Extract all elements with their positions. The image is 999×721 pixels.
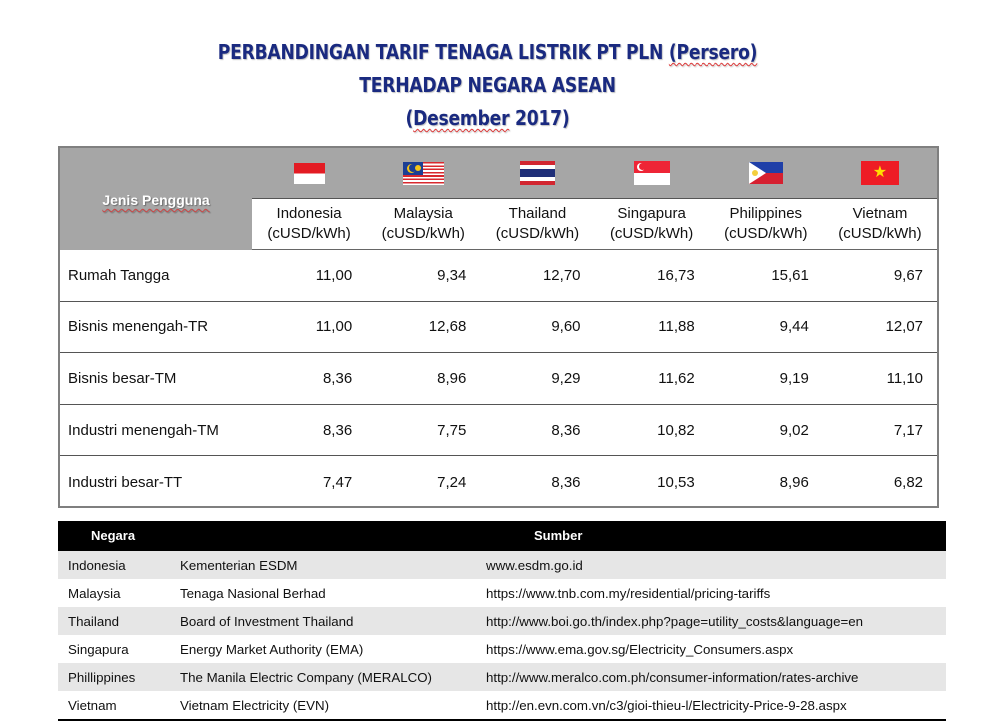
cell-malaysia: 9,34 [437,266,467,284]
paren-open: ( [405,106,414,130]
source-url: http://www.meralco.com.ph/consumer-information/rates-archive [486,669,859,685]
cell-singapore: 11,88 [658,318,695,336]
country-name: Indonesia [276,205,342,222]
cell-vietnam: 7,17 [893,421,924,439]
row-label: Bisnis menengah-TR [68,318,209,336]
title-month: Desember [413,106,510,130]
cell-malaysia: 8,96 [437,369,467,387]
sources-table [58,521,946,721]
source-url: http://en.evn.com.vn/c3/gioi-thieu-l/Electricity-Price-9-28.aspx [486,697,847,713]
table-row [60,353,937,405]
table-row [60,456,937,508]
cell-thailand: 8,36 [551,421,581,439]
unit-label: (cUSD/kWh) [838,225,922,242]
cell-vietnam: 11,10 [886,369,924,387]
unit-label: (cUSD/kWh) [609,225,694,242]
source-row [58,663,946,691]
table-row [60,405,937,457]
country-name: Singapura [617,205,686,222]
source-row [58,691,946,719]
flag-malaysia-icon [403,162,444,185]
title-persero: (Persero) [668,40,758,64]
cell-thailand: 9,60 [551,318,581,336]
title-line-2: TERHADAP NEGARA ASEAN [359,73,616,97]
cell-vietnam: 6,82 [893,473,924,491]
tariff-comparison-table [58,146,939,508]
source-organization: Vietnam Electricity (EVN) [180,697,330,713]
cell-philippines: 9,19 [779,369,809,387]
table-row [60,302,937,354]
cell-thailand: 9,29 [551,369,581,387]
flag-singapore-icon [634,161,670,185]
source-row [58,579,946,607]
flag-cell-singapore [595,148,709,198]
sources-body [58,551,946,719]
cell-indonesia: 8,36 [322,369,353,387]
source-url: https://www.ema.gov.sg/Electricity_Consumers.aspx [486,641,794,657]
row-label: Industri besar-TT [68,473,183,491]
header-negara: Negara [91,528,136,543]
tariff-rows [60,250,937,508]
cell-indonesia: 8,36 [322,421,353,439]
cell-singapore: 16,73 [657,266,695,284]
sources-header [58,521,946,551]
source-organization: Board of Investment Thailand [180,613,354,629]
cell-singapore: 10,82 [657,421,695,439]
country-name: Malaysia [393,205,453,222]
title-line-3 [68,102,907,135]
cell-philippines: 15,61 [771,266,809,284]
row-header-cell [60,148,252,250]
source-country: Singapura [68,641,129,657]
source-row [58,607,946,635]
document-title [0,36,975,135]
cell-philippines: 8,96 [779,473,809,491]
flag-cell-vietnam [823,148,937,198]
cell-malaysia: 12,68 [428,318,467,336]
cell-malaysia: 7,24 [437,473,467,491]
source-country: Vietnam [68,697,117,713]
column-header-thailand [480,199,594,249]
cell-singapore: 11,62 [658,369,695,387]
source-row [58,635,946,663]
column-header-singapore [595,199,709,249]
row-label: Industri menengah-TM [68,421,219,439]
country-name: Philippines [729,205,803,222]
column-header-indonesia [252,199,366,249]
cell-indonesia: 11,00 [315,318,353,336]
cell-indonesia: 11,00 [315,266,353,284]
flag-thailand-icon [520,161,555,185]
row-header-label: Jenis Pengguna [102,192,210,208]
cell-malaysia: 7,75 [437,421,467,439]
flag-cell-thailand [480,148,594,198]
column-header-vietnam [823,199,937,249]
title-year: 2017) [509,106,570,130]
source-row [58,551,946,579]
cell-singapore: 10,53 [657,473,695,491]
cell-philippines: 9,44 [779,318,809,336]
unit-label: (cUSD/kWh) [381,225,465,242]
header-sumber: Sumber [534,528,583,543]
source-country: Indonesia [68,557,126,573]
unit-label: (cUSD/kWh) [495,225,580,242]
flag-row [252,148,937,198]
cell-thailand: 8,36 [551,473,581,491]
flag-cell-indonesia [252,148,366,198]
country-name: Vietnam [852,205,908,222]
source-country: Malaysia [68,585,121,601]
source-organization: Energy Market Authority (EMA) [180,641,364,657]
unit-label: (cUSD/kWh) [724,225,808,242]
cell-thailand: 12,70 [542,266,581,284]
country-name: Thailand [508,205,567,222]
flag-cell-malaysia [366,148,480,198]
cell-vietnam: 9,67 [893,266,924,284]
title-text: PERBANDINGAN TARIF TENAGA LISTRIK PT PLN [217,40,669,64]
source-country: Thailand [68,613,120,629]
cell-philippines: 9,02 [779,421,809,439]
column-header-philippines [709,199,823,249]
source-organization: The Manila Electric Company (MERALCO) [180,669,432,685]
row-label: Rumah Tangga [68,266,170,284]
flag-indonesia-icon [294,163,325,184]
source-organization: Kementerian ESDM [180,557,298,573]
source-url: http://www.boi.go.th/index.php?page=utility_costs&language=en [486,613,864,629]
source-url: https://www.tnb.com.my/residential/pricing-tariffs [486,585,771,601]
source-url: www.esdm.go.id [486,557,583,573]
flag-vietnam-icon: ★ [861,161,899,185]
flag-philippines-icon [749,162,783,184]
column-header-malaysia [366,199,480,249]
source-organization: Tenaga Nasional Berhad [180,585,326,601]
title-line-1 [68,36,907,69]
source-country: Phillippines [68,669,136,685]
cell-indonesia: 7,47 [322,473,353,491]
unit-label: (cUSD/kWh) [267,225,351,242]
row-label: Bisnis besar-TM [68,369,177,387]
table-row [60,250,937,302]
country-header-row [252,198,937,250]
cell-vietnam: 12,07 [885,318,924,336]
flag-cell-philippines [709,148,823,198]
